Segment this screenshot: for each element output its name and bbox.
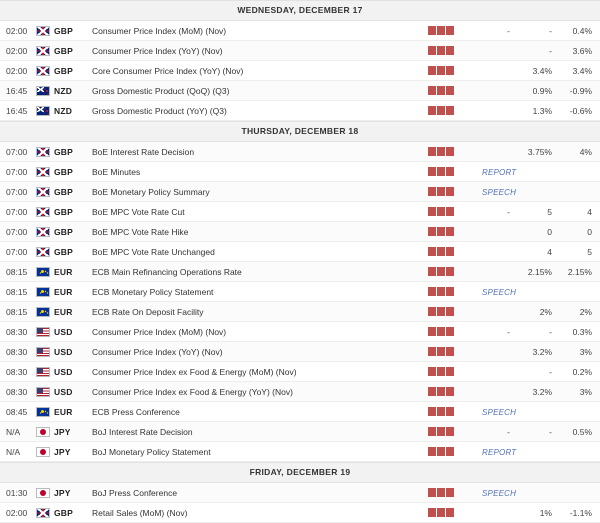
flag-eu-icon [36, 287, 50, 297]
flag-gb-icon [36, 147, 50, 157]
flag-gb-icon [36, 167, 50, 177]
event-name[interactable]: ECB Monetary Policy Statement [92, 286, 214, 297]
event-time: 08:15 [6, 306, 28, 317]
impact-cell [428, 427, 472, 436]
forecast-value: 2% [539, 306, 552, 317]
event-name[interactable]: ECB Rate On Deposit Facility [92, 306, 204, 317]
impact-indicator [428, 247, 454, 256]
table-row[interactable] [0, 242, 600, 262]
event-time: 02:00 [6, 25, 28, 36]
event-time: 02:00 [6, 45, 28, 56]
impact-cell [428, 447, 472, 456]
impact-indicator [428, 287, 454, 296]
actual-value: - [507, 25, 510, 36]
forecast-value: 1.3% [532, 105, 552, 116]
table-row[interactable] [0, 21, 600, 41]
flag-gb-icon [36, 46, 50, 56]
flag-gb-icon [36, 207, 50, 217]
currency-code: GBP [54, 166, 74, 177]
currency-cell [36, 46, 88, 56]
table-row[interactable] [0, 101, 600, 121]
impact-cell [428, 307, 472, 316]
impact-indicator [428, 147, 454, 156]
currency-code: USD [54, 326, 73, 337]
day-header: WEDNESDAY, DECEMBER 17 [0, 0, 600, 21]
flag-us-icon [36, 387, 50, 397]
forecast-value: 0 [547, 226, 552, 237]
impact-cell [428, 147, 472, 156]
event-time: 08:30 [6, 346, 28, 357]
event-name[interactable]: BoE MPC Vote Rate Unchanged [92, 246, 215, 257]
currency-code: GBP [54, 246, 74, 257]
event-time: 07:00 [6, 186, 28, 197]
currency-code: EUR [54, 406, 73, 417]
event-name[interactable]: BoE Interest Rate Decision [92, 146, 195, 157]
impact-cell [428, 327, 472, 336]
impact-indicator [428, 367, 454, 376]
currency-code: NZD [54, 105, 73, 116]
previous-value: 0.4% [572, 25, 592, 36]
event-time: 08:30 [6, 326, 28, 337]
event-note-tag: SPEECH [482, 407, 517, 417]
flag-jp-icon [36, 427, 50, 437]
flag-jp-icon [36, 488, 50, 498]
actual-value: - [507, 206, 510, 217]
impact-indicator [428, 427, 454, 436]
flag-jp-icon [36, 447, 50, 457]
impact-indicator [428, 407, 454, 416]
impact-cell [428, 66, 472, 75]
currency-cell [36, 387, 88, 397]
forecast-value: - [549, 45, 552, 56]
forecast-value: 3.75% [527, 146, 552, 157]
previous-value: 3% [579, 386, 592, 397]
event-note-tag: SPEECH [482, 287, 517, 297]
event-name[interactable]: Consumer Price Index ex Food & Energy (YoY) (Nov) [92, 386, 293, 397]
event-note [472, 187, 600, 197]
currency-code: GBP [54, 65, 74, 76]
event-time: 07:00 [6, 146, 28, 157]
flag-gb-icon [36, 508, 50, 518]
previous-value: -0.6% [569, 105, 592, 116]
flag-eu-icon [36, 407, 50, 417]
table-row[interactable] [0, 422, 600, 442]
impact-indicator [428, 327, 454, 336]
flag-us-icon [36, 367, 50, 377]
flag-eu-icon [36, 307, 50, 317]
currency-code: USD [54, 366, 73, 377]
impact-cell [428, 387, 472, 396]
currency-cell [36, 287, 88, 297]
flag-us-icon [36, 327, 50, 337]
event-note [472, 488, 600, 498]
currency-code: USD [54, 386, 73, 397]
impact-cell [428, 227, 472, 236]
event-time: 08:30 [6, 366, 28, 377]
event-time: N/A [6, 446, 21, 457]
table-row[interactable] [0, 162, 600, 182]
event-name[interactable]: Gross Domestic Product (YoY) (Q3) [92, 105, 227, 116]
event-name[interactable]: BoJ Interest Rate Decision [92, 426, 193, 437]
impact-indicator [428, 347, 454, 356]
table-row[interactable] [0, 262, 600, 282]
event-name[interactable]: BoE Monetary Policy Summary [92, 186, 210, 197]
impact-cell [428, 86, 472, 95]
event-time: 01:30 [6, 487, 28, 498]
table-row[interactable] [0, 503, 600, 523]
currency-cell [36, 488, 88, 498]
actual-value: - [507, 326, 510, 337]
currency-code: GBP [54, 226, 74, 237]
event-time: 02:00 [6, 65, 28, 76]
event-time: 08:15 [6, 286, 28, 297]
event-time: 02:00 [6, 507, 28, 518]
currency-code: GBP [54, 186, 74, 197]
event-time: 07:00 [6, 166, 28, 177]
event-note-tag: REPORT [482, 167, 517, 177]
table-row[interactable] [0, 342, 600, 362]
impact-cell [428, 267, 472, 276]
event-name[interactable]: ECB Main Refinancing Operations Rate [92, 266, 242, 277]
forecast-value: 3.2% [532, 386, 552, 397]
event-note [472, 407, 600, 417]
currency-code: GBP [54, 45, 74, 56]
impact-cell [428, 106, 472, 115]
previous-value: -1.1% [569, 507, 592, 518]
previous-value: 3% [579, 346, 592, 357]
flag-gb-icon [36, 66, 50, 76]
event-time: 07:00 [6, 206, 28, 217]
flag-gb-icon [36, 247, 50, 257]
impact-indicator [428, 227, 454, 236]
currency-cell [36, 427, 88, 437]
impact-indicator [428, 488, 454, 497]
table-row[interactable] [0, 182, 600, 202]
impact-indicator [428, 187, 454, 196]
impact-cell [428, 347, 472, 356]
currency-cell [36, 508, 88, 518]
previous-value: 3.6% [572, 45, 592, 56]
flag-nz-icon [36, 86, 50, 96]
currency-cell [36, 66, 88, 76]
previous-value: 4% [579, 146, 592, 157]
impact-indicator [428, 26, 454, 35]
impact-indicator [428, 307, 454, 316]
table-row[interactable] [0, 322, 600, 342]
event-note [472, 167, 600, 177]
currency-cell [36, 86, 88, 96]
currency-code: GBP [54, 146, 74, 157]
forecast-value: 4 [547, 246, 552, 257]
impact-cell [428, 367, 472, 376]
impact-indicator [428, 46, 454, 55]
impact-cell [428, 207, 472, 216]
table-row[interactable] [0, 483, 600, 503]
impact-indicator [428, 447, 454, 456]
impact-indicator [428, 106, 454, 115]
event-name[interactable]: Consumer Price Index ex Food & Energy (MoM) (Nov) [92, 366, 297, 377]
forecast-value: 0.9% [532, 85, 552, 96]
impact-indicator [428, 167, 454, 176]
currency-cell [36, 267, 88, 277]
impact-cell [428, 287, 472, 296]
actual-value: - [507, 426, 510, 437]
event-name[interactable]: Core Consumer Price Index (YoY) (Nov) [92, 65, 244, 76]
event-name[interactable]: BoE MPC Vote Rate Cut [92, 206, 185, 217]
table-row[interactable] [0, 282, 600, 302]
forecast-value: - [549, 366, 552, 377]
currency-code: NZD [54, 85, 73, 96]
event-time: 08:30 [6, 386, 28, 397]
previous-value: 0 [587, 226, 592, 237]
currency-code: USD [54, 346, 73, 357]
impact-indicator [428, 387, 454, 396]
impact-indicator [428, 508, 454, 517]
event-name[interactable]: Consumer Price Index (YoY) (Nov) [92, 346, 223, 357]
currency-cell [36, 407, 88, 417]
impact-indicator [428, 86, 454, 95]
event-time: 08:15 [6, 266, 28, 277]
currency-code: GBP [54, 25, 74, 36]
currency-cell [36, 307, 88, 317]
impact-cell [428, 26, 472, 35]
currency-cell [36, 106, 88, 116]
currency-code: EUR [54, 286, 73, 297]
table-row[interactable] [0, 222, 600, 242]
previous-value: 2.15% [567, 266, 592, 277]
currency-cell [36, 347, 88, 357]
impact-cell [428, 46, 472, 55]
currency-cell [36, 187, 88, 197]
forecast-value: 3.2% [532, 346, 552, 357]
currency-cell [36, 207, 88, 217]
event-name[interactable]: Consumer Price Index (MoM) (Nov) [92, 326, 227, 337]
impact-cell [428, 407, 472, 416]
previous-value: -0.9% [569, 85, 592, 96]
flag-us-icon [36, 347, 50, 357]
forecast-value: 3.4% [532, 65, 552, 76]
previous-value: 5 [587, 246, 592, 257]
table-row[interactable] [0, 442, 600, 462]
event-note-tag: REPORT [482, 447, 517, 457]
forecast-value: - [549, 426, 552, 437]
event-name[interactable]: BoJ Monetary Policy Statement [92, 446, 211, 457]
currency-code: EUR [54, 306, 73, 317]
flag-gb-icon [36, 187, 50, 197]
event-name[interactable]: BoE MPC Vote Rate Hike [92, 226, 189, 237]
currency-cell [36, 167, 88, 177]
currency-code: JPY [54, 487, 71, 498]
forecast-value: 1% [539, 507, 552, 518]
currency-cell [36, 227, 88, 237]
forecast-value: 5 [547, 206, 552, 217]
event-note-tag: SPEECH [482, 187, 517, 197]
event-name[interactable]: BoE Minutes [92, 166, 141, 177]
table-row[interactable] [0, 142, 600, 162]
table-row[interactable] [0, 41, 600, 61]
previous-value: 0.3% [572, 326, 592, 337]
impact-indicator [428, 66, 454, 75]
flag-nz-icon [36, 106, 50, 116]
table-row[interactable] [0, 302, 600, 322]
currency-code: GBP [54, 206, 74, 217]
currency-cell [36, 26, 88, 36]
forecast-value: - [549, 326, 552, 337]
event-name[interactable]: Consumer Price Index (MoM) (Nov) [92, 25, 227, 36]
currency-code: JPY [54, 426, 71, 437]
forecast-value: - [549, 25, 552, 36]
currency-code: EUR [54, 266, 73, 277]
event-name[interactable]: Retail Sales (MoM) (Nov) [92, 507, 188, 518]
event-name[interactable]: ECB Press Conference [92, 406, 180, 417]
impact-cell [428, 187, 472, 196]
table-row[interactable] [0, 402, 600, 422]
day-header: FRIDAY, DECEMBER 19 [0, 462, 600, 483]
flag-eu-icon [36, 267, 50, 277]
previous-value: 3.4% [572, 65, 592, 76]
flag-gb-icon [36, 26, 50, 36]
event-note [472, 287, 600, 297]
impact-indicator [428, 267, 454, 276]
table-row[interactable] [0, 382, 600, 402]
flag-gb-icon [36, 227, 50, 237]
event-time: 07:00 [6, 246, 28, 257]
table-row[interactable] [0, 362, 600, 382]
impact-cell [428, 508, 472, 517]
table-row[interactable] [0, 202, 600, 222]
impact-cell [428, 488, 472, 497]
currency-cell [36, 367, 88, 377]
previous-value: 0.2% [572, 366, 592, 377]
table-row[interactable] [0, 61, 600, 81]
event-time: 08:45 [6, 406, 28, 417]
event-name[interactable]: Gross Domestic Product (QoQ) (Q3) [92, 85, 230, 96]
impact-indicator [428, 207, 454, 216]
event-note [472, 447, 600, 457]
event-name[interactable]: BoJ Press Conference [92, 487, 178, 498]
event-time: 07:00 [6, 226, 28, 237]
previous-value: 4 [587, 206, 592, 217]
impact-cell [428, 247, 472, 256]
currency-cell [36, 147, 88, 157]
event-note-tag: SPEECH [482, 488, 517, 498]
currency-cell [36, 447, 88, 457]
currency-cell [36, 247, 88, 257]
day-header: THURSDAY, DECEMBER 18 [0, 121, 600, 142]
event-name[interactable]: Consumer Price Index (YoY) (Nov) [92, 45, 223, 56]
event-time: N/A [6, 426, 21, 437]
previous-value: 0.5% [572, 426, 592, 437]
currency-cell [36, 327, 88, 337]
currency-code: JPY [54, 446, 71, 457]
event-time: 16:45 [6, 105, 28, 116]
table-row[interactable] [0, 81, 600, 101]
impact-cell [428, 167, 472, 176]
previous-value: 2% [579, 306, 592, 317]
event-time: 16:45 [6, 85, 28, 96]
currency-code: GBP [54, 507, 74, 518]
forecast-value: 2.15% [527, 266, 552, 277]
